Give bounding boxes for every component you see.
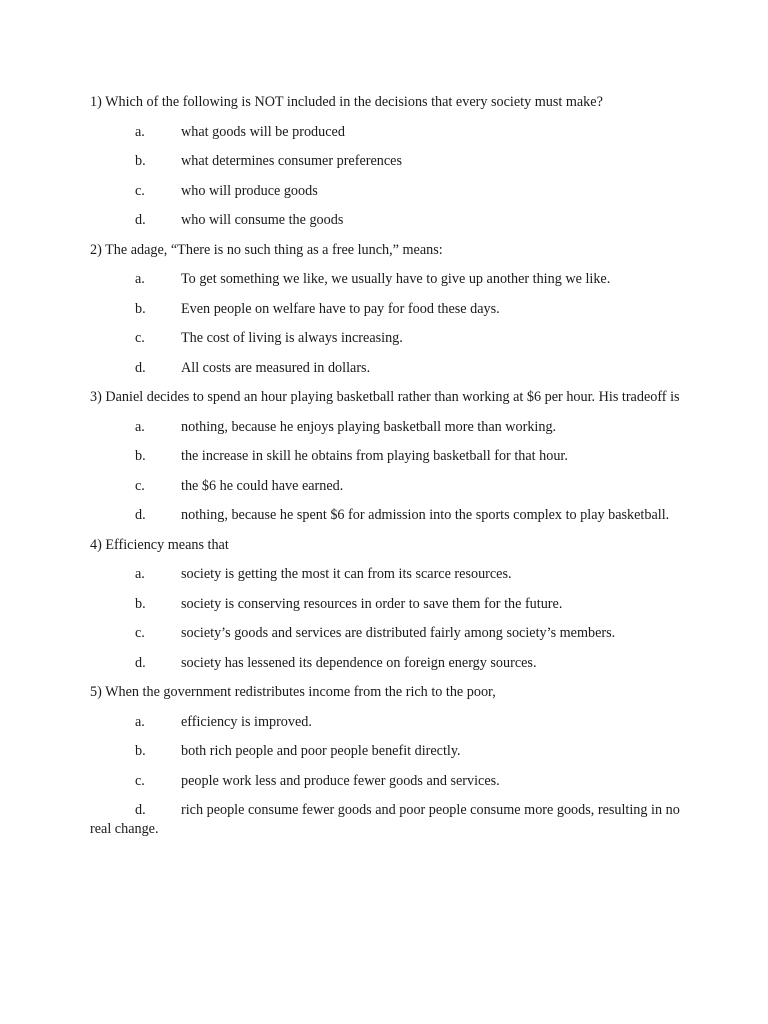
option-c	[90, 182, 680, 201]
option-letter: a.	[135, 123, 145, 140]
question-text: 5) When the government redistributes income from the rich to the poor,	[90, 684, 496, 700]
option-text: society has lessened its dependence on foreign energy sources.	[181, 654, 537, 671]
option-letter: b.	[135, 595, 146, 612]
option-d	[90, 506, 680, 525]
option-text: efficiency is improved.	[181, 713, 312, 730]
option-letter: d.	[135, 212, 146, 228]
option-text: who will produce goods	[181, 182, 318, 199]
option-text: Even people on welfare have to pay for food these days.	[181, 300, 500, 317]
option-letter: c.	[135, 477, 145, 494]
option-d	[90, 801, 680, 839]
option-d	[90, 654, 680, 673]
option-c	[90, 772, 680, 791]
option-text: what goods will be produced	[181, 123, 345, 140]
option-text: To get something we like, we usually have to give up another thing we like.	[181, 271, 611, 287]
question-text: 1) Which of the following is NOT included in the decisions that every society must make?	[90, 94, 603, 110]
question-1	[90, 93, 680, 230]
question-5	[90, 683, 680, 839]
option-letter: d.	[135, 507, 146, 523]
option-text: rich people consume fewer goods and poor people consume more goods, resulting in no real change.	[90, 802, 680, 837]
option-a	[90, 123, 680, 142]
option-b	[90, 742, 680, 761]
option-letter: b.	[135, 448, 146, 464]
option-letter: c.	[135, 330, 145, 346]
option-letter: c.	[135, 182, 145, 199]
option-a	[90, 565, 680, 584]
option-letter: c.	[135, 625, 145, 641]
option-a	[90, 270, 680, 289]
option-letter: a.	[135, 418, 145, 435]
question-3	[90, 388, 680, 525]
question-2	[90, 241, 680, 378]
option-letter: b.	[135, 743, 146, 759]
question-text: 3) Daniel decides to spend an hour playing basketball rather than working at $6 per hour. His tradeoff is	[90, 389, 680, 405]
option-c	[90, 477, 680, 496]
option-letter: a.	[135, 271, 145, 287]
document-page	[90, 93, 680, 850]
option-text: nothing, because he enjoys playing basketball more than working.	[181, 418, 557, 435]
option-d	[90, 359, 680, 378]
option-letter: d.	[135, 654, 146, 671]
option-c	[90, 624, 680, 643]
option-b	[90, 595, 680, 614]
option-letter: a.	[135, 713, 145, 730]
option-text: All costs are measured in dollars.	[181, 359, 371, 376]
option-letter: c.	[135, 772, 145, 789]
option-text: what determines consumer preferences	[181, 153, 402, 169]
option-text: nothing, because he spent $6 for admission into the sports complex to play basketball.	[181, 507, 670, 523]
option-c	[90, 329, 680, 348]
question-text: 2) The adage, “There is no such thing as a free lunch,” means:	[90, 241, 443, 258]
option-text: The cost of living is always increasing.	[181, 330, 403, 346]
option-b	[90, 300, 680, 319]
option-text: the increase in skill he obtains from playing basketball for that hour.	[181, 448, 568, 464]
question-4	[90, 536, 680, 673]
option-d	[90, 211, 680, 230]
option-a	[90, 713, 680, 732]
option-a	[90, 418, 680, 437]
option-text: people work less and produce fewer goods and services.	[181, 772, 500, 789]
option-b	[90, 447, 680, 466]
option-text: society is conserving resources in order to save them for the future.	[181, 595, 563, 612]
option-letter: b.	[135, 153, 146, 169]
option-letter: d.	[135, 802, 146, 818]
option-text: society’s goods and services are distributed fairly among society’s members.	[181, 625, 616, 641]
option-text: society is getting the most it can from its scarce resources.	[181, 566, 512, 582]
option-text: the $6 he could have earned.	[181, 477, 344, 494]
option-text: both rich people and poor people benefit directly.	[181, 743, 461, 759]
question-text: 4) Efficiency means that	[90, 536, 229, 553]
option-text: who will consume the goods	[181, 212, 344, 228]
option-letter: a.	[135, 566, 145, 582]
option-b	[90, 152, 680, 171]
option-letter: d.	[135, 359, 146, 376]
option-letter: b.	[135, 300, 146, 317]
